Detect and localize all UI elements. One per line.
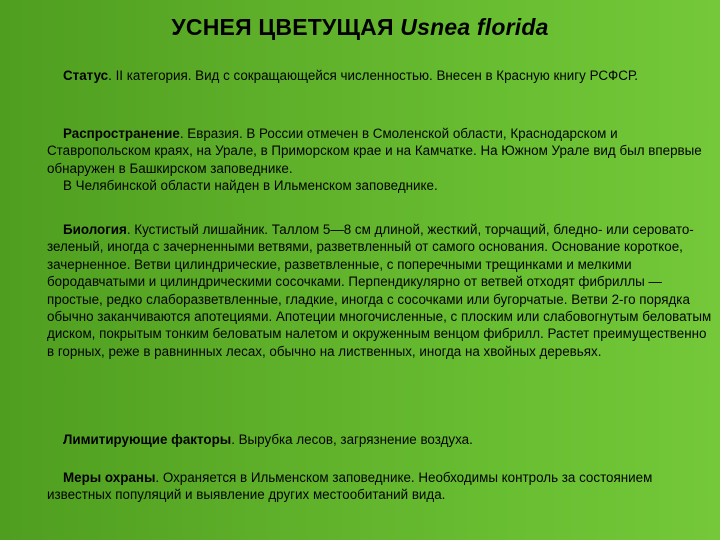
- biology-paragraph: [47, 221, 715, 360]
- range-text: . Евразия. В России отмечен в Смоленской области, Краснодарском и Ставропольском краях, на Урале, в Приморском крае и на Камчатке. На Южном Урале вид был впервые обнаружен в Башкирском заповеднике.: [47, 126, 702, 176]
- limiting-term: Лимитирующие факторы: [63, 432, 232, 447]
- status-text: . II категория. Вид с сокращающейся численностью. Внесен в Красную книгу РСФСР.: [108, 68, 639, 83]
- limiting-paragraph: [47, 431, 715, 448]
- protection-paragraph: [47, 469, 715, 504]
- status-term: Статус: [63, 68, 109, 83]
- title-russian: УСНЕЯ ЦВЕТУЩАЯ: [171, 14, 394, 40]
- biology-text: . Кустистый лишайник. Таллом 5—8 см длиной, жесткий, торчащий, бледно- или серовато-зеленый, иногда с зачерненными ветвями, разветвленный от самого основания. Основание короткое, зачерненное. Ветви цилиндрические, разветвленные, с поперечными трещинками и мелкими бородавчатыми и цилиндрическими сосочками. Перпендикулярно от ветвей отходят фибриллы — простые, редко слаборазветвленные, гладкие, иногда с сосочками или бугорчатые. Ветви 2-го порядка обычно заканчиваются апотециями. Апотеции многочисленные, с плоским или слабовогнутым беловатым диском, покрытым тонким беловатым налетом и окруженным венцом фибрилл. Растет преимущественно в горных, реже в равнинных лесах, обычно на лиственных, иногда на хвойных деревьях.: [47, 222, 712, 359]
- page-title: [0, 14, 720, 41]
- range-term: Распространение: [63, 126, 180, 141]
- range-paragraph: [47, 125, 715, 195]
- biology-term: Биология: [63, 222, 127, 237]
- status-paragraph: [47, 67, 715, 84]
- range-text-extra: В Челябинской области найден в Ильменском заповеднике.: [63, 178, 438, 194]
- limiting-text: . Вырубка лесов, загрязнение воздуха.: [231, 432, 473, 447]
- protection-text: . Охраняется в Ильменском заповеднике. Необходимы контроль за состоянием известных популяций и выявление других местообитаний вида.: [47, 470, 653, 503]
- title-latin: Usnea florida: [400, 14, 549, 40]
- protection-term: Меры охраны: [63, 470, 156, 485]
